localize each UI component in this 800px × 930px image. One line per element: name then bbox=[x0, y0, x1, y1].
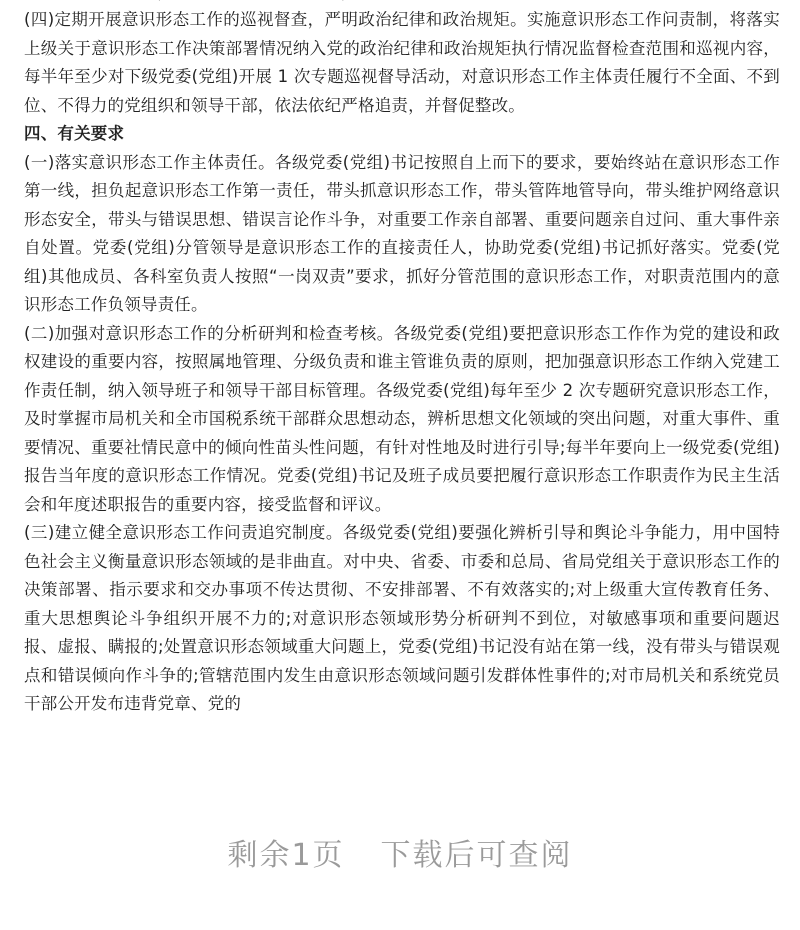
paragraph-inspection: (四)定期开展意识形态工作的巡视督查，严明政治纪律和政治规矩。实施意识形态工作问责制，将落实上级关于意识形态工作决策部署情况纳入党的政治纪律和政治规矩执行情况监督检查范围和巡视内容，每半年至少对下级党委(党组)开展 1 次专题巡视督导活动，对意识形态工作主体责任履行不全面、不到位、不得力的党组织和领导干部，依法依纪严格追责，并督促整改。 bbox=[24, 10, 780, 115]
paragraph-requirement-2: (二)加强对意识形态工作的分析研判和检查考核。各级党委(党组)要把意识形态工作作为党的建设和政权建设的重要内容，按照属地管理、分级负责和谁主管谁负责的原则，把加强意识形态工作纳入党建工作责任制，纳入领导班子和领导干部目标管理。各级党委(党组)每年至少 2 次专题研究意识形态工作，及时掌握市局机关和全市国税系统干部群众思想动态，辨析思想文化领域的突出问题，对重大事件、重要情况、重要社情民意中的倾向性苗头性问题，有针对性地及时进行引导;每半年要向上一级党委(党组)报告当年度的意识形态工作情况。党委(党组)书记及班子成员要把履行意识形态工作职责作为民主生活会和年度述职报告的重要内容，接受监督和评议。 bbox=[24, 323, 780, 514]
download-prompt[interactable] bbox=[0, 830, 800, 874]
download-hint-label: 下载后可查阅 bbox=[380, 838, 573, 873]
remaining-pages-label: 剩余1页 bbox=[227, 838, 345, 873]
paragraph-requirement-1: (一)落实意识形态工作主体责任。各级党委(党组)书记按照自上而下的要求，要始终站在意识形态工作第一线，担负起意识形态工作第一责任，带头抓意识形态工作，带头管阵地管导向，带头维护网络意识形态安全，带头与错误思想、错误言论作斗争，对重要工作亲自部署、重要问题亲自过问、重大事件亲自处置。党委(党组)分管领导是意识形态工作的直接责任人，协助党委(党组)书记抓好落实。党委(党组)其他成员、各科室负责人按照“一岗双责”要求，抓好分管范围的意识形态工作，对职责范围内的意识形态工作负领导责任。 bbox=[24, 152, 780, 314]
section-heading: 四、有关要求 bbox=[24, 124, 125, 143]
document-body bbox=[24, 0, 780, 719]
paragraph-requirement-3: (三)建立健全意识形态工作问责追究制度。各级党委(党组)要强化辨析引导和舆论斗争能力，用中国特色社会主义衡量意识形态领域的是非曲直。对中央、省委、市委和总局、省局党组关于意识形态工作的决策部署、指示要求和交办事项不传达贯彻、不安排部署、不有效落实的;对上级重大宣传教育任务、重大思想舆论斗争组织开展不力的;对意识形态领域形势分析研判不到位，对敏感事项和重要问题迟报、虚报、瞒报的;处置意识形态领域重大问题上，党委(党组)书记没有站在第一线，没有带头与错误观点和错误倾向作斗争的;管辖范围内发生由意识形态领域问题引发群体性事件的;对市局机关和系统党员干部公开发布违背党章、党的 bbox=[24, 523, 780, 713]
